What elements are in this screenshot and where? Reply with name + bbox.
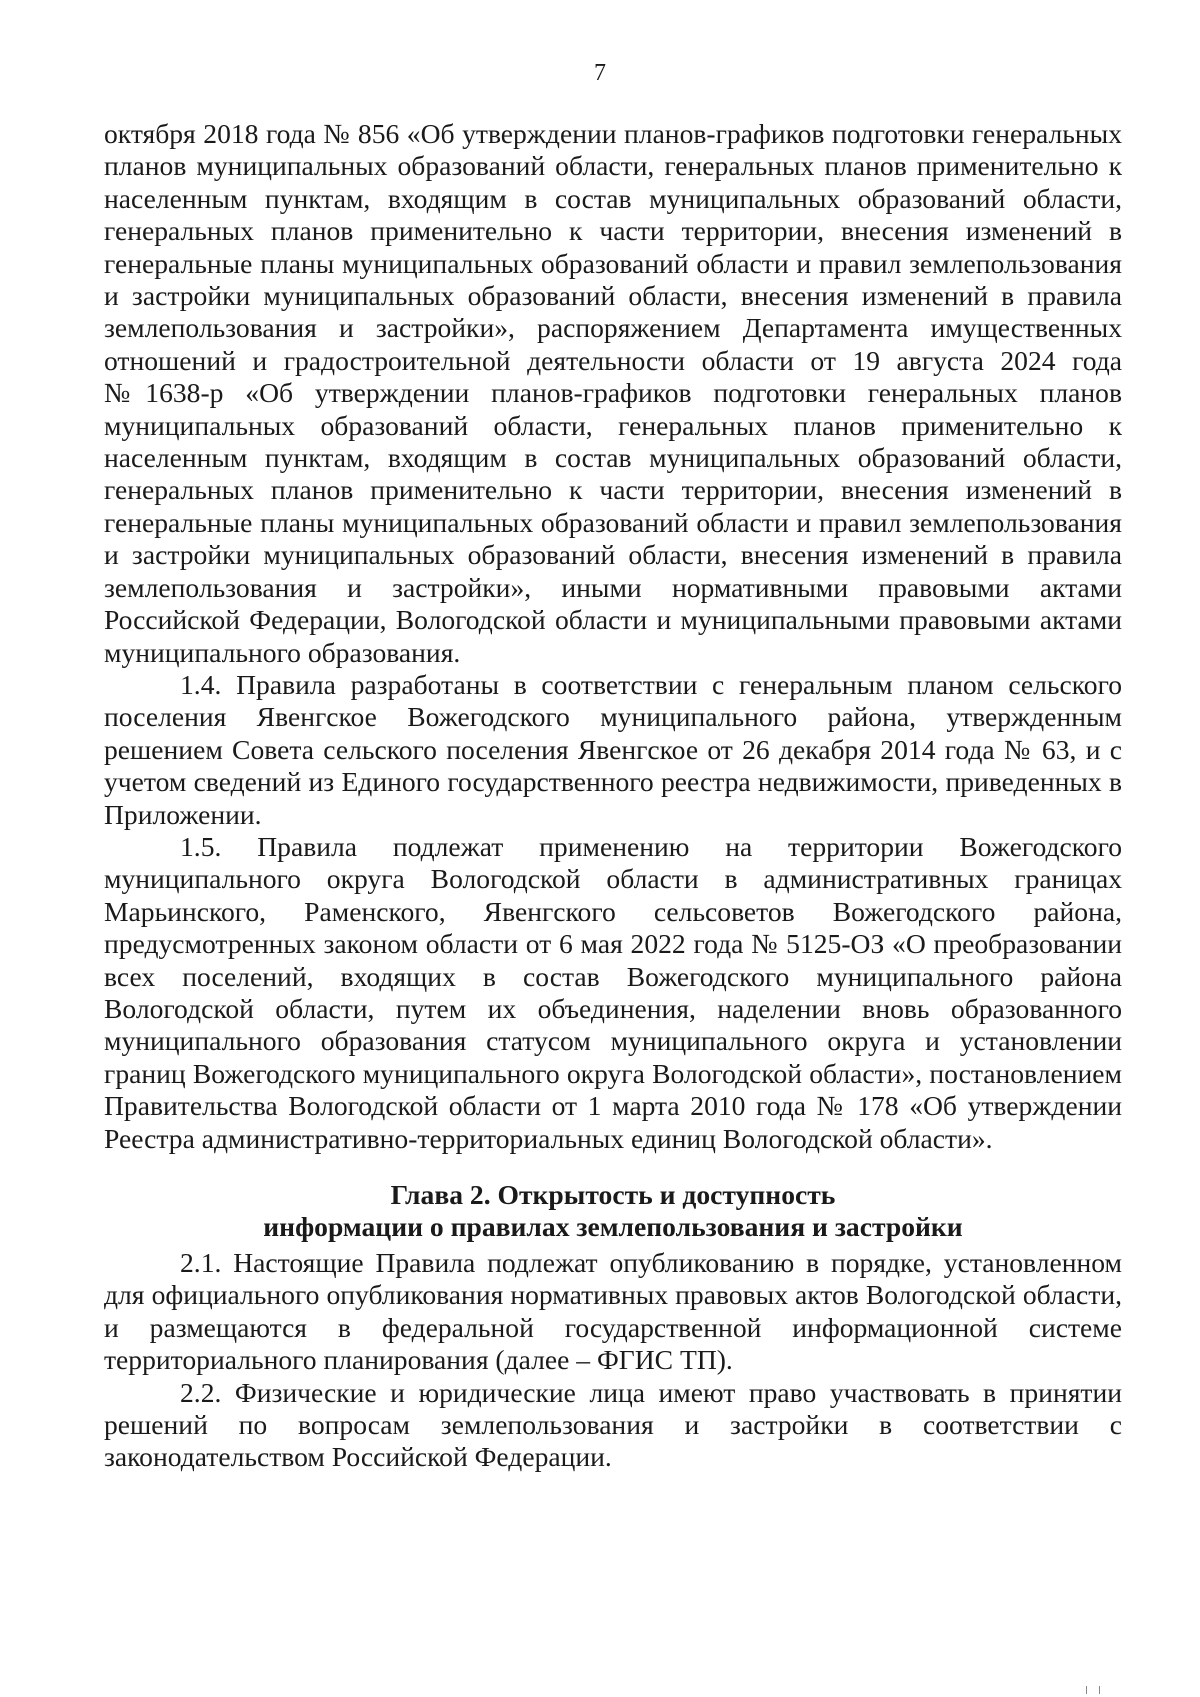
paragraph-1-5: 1.5. Правила подлежат применению на территории Вожегодского муниципального округа Вологодской области в административных границах Марьинского, Раменского, Явенгского сельсоветов Вожегодского района, предусмотренных законом области от 6 мая 2022 года № 5125-ОЗ «О преобразовании всех поселений, входящих в состав Вожегодского муниципального района Вологодской области, путем их объединения, наделении вновь образованного муниципального образования статусом муниципального округа и установлении границ Вожегодского муниципального округа Вологодской области», постановлением Правительства Вологодской области от 1 марта 2010 года № 178 «Об утверждении Реестра административно-территориальных единиц Вологодской области». (104, 830, 1122, 1154)
paragraph-2-2: 2.2. Физические и юридические лица имеют право участвовать в принятии решений по вопросам землепользования и застройки в соответствии с законодательством Российской Федерации. (104, 1376, 1122, 1473)
document-body (104, 118, 1122, 1474)
scan-mark (1086, 1686, 1100, 1694)
chapter-2-title-line-2: информации о правилах землепользования и застройки (263, 1211, 963, 1242)
page-number: 7 (594, 60, 606, 86)
chapter-2-heading (104, 1179, 1122, 1243)
chapter-2-title-line-1: Глава 2. Открытость и доступность (390, 1179, 836, 1210)
paragraph-continuation: октября 2018 года № 856 «Об утверждении планов-графиков подготовки генеральных планов муниципальных образований области, генеральных планов применительно к населенным пунктам, входящим в состав муниципальных образований области, генеральных планов применительно к части территории, внесения изменений в генеральные планы муниципальных образований области и правил землепользования и застройки муниципальных образований области, внесения изменений в правила землепользования и застройки», распоряжением Департамента имущественных отношений и градостроительной деятельности области от 19 августа 2024 года №1638-р «Об утверждении планов-графиков подготовки генеральных планов муниципальных образований области, генеральных планов применительно к населенным пунктам, входящим в состав муниципальных образований области, генеральных планов применительно к части территории, внесения изменений в генеральные планы муниципальных образований области и правил землепользования и застройки муниципальных образований области, внесения изменений в правила землепользования и застройки», иными нормативными правовыми актами Российской Федерации, Вологодской области и муниципальными правовыми актами муниципального образования. (104, 118, 1122, 668)
paragraph-2-1: 2.1. Настоящие Правила подлежат опубликованию в порядке, установленном для официального опубликования нормативных правовых актов Вологодской области, и размещаются в федеральной государственной информационной системе территориального планирования (далее – ФГИС ТП). (104, 1247, 1122, 1376)
paragraph-1-4: 1.4. Правила разработаны в соответствии с генеральным планом сельского поселения Явенгское Вожегодского муниципального района, утвержденным решением Совета сельского поселения Явенгское от 26 декабря 2014 года № 63, и с учетом сведений из Единого государственного реестра недвижимости, приведенных в Приложении. (104, 668, 1122, 830)
